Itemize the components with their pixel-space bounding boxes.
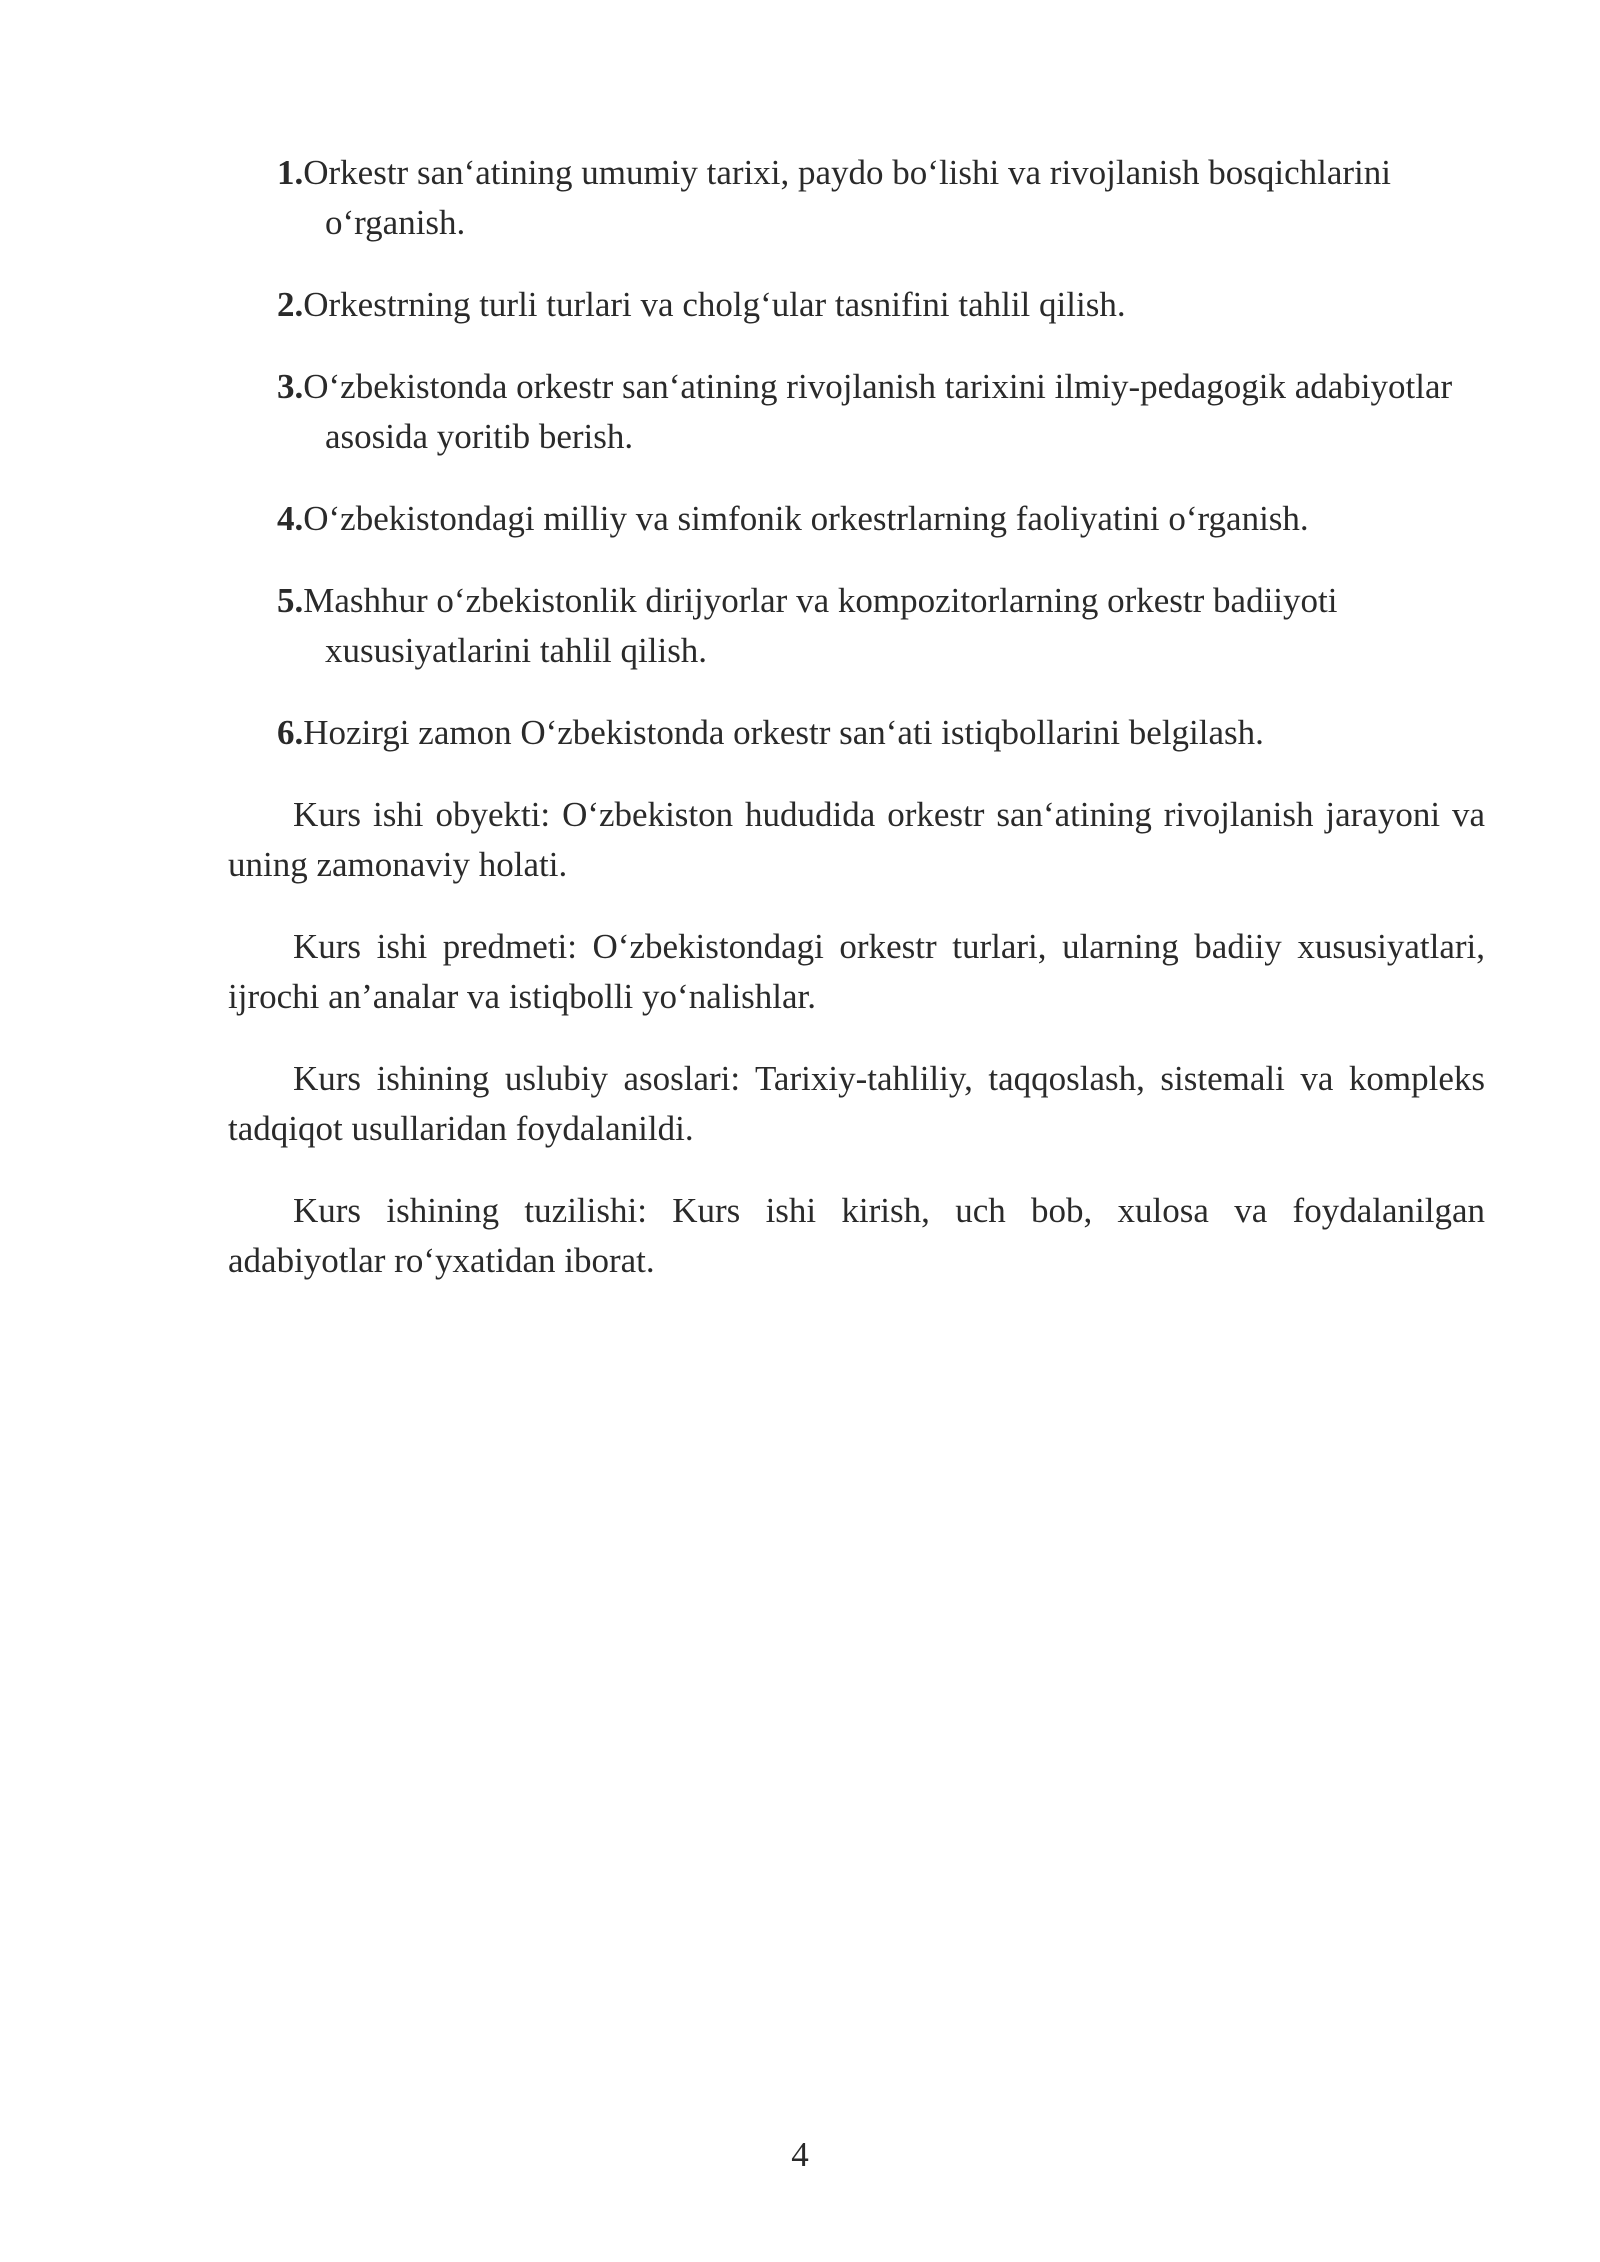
task-number: 2. — [277, 285, 304, 324]
task-item-4 — [228, 494, 1485, 544]
page-content — [228, 148, 1485, 1318]
paragraph-methods: Kurs ishining uslubiy asoslari: Tarixiy-tahliliy, taqqoslash, sistemali va kompleks tadqiqot usullaridan foydalanildi. — [228, 1059, 1485, 1148]
task-text: Mashhur o‘zbekistonlik dirijyorlar va kompozitorlarning orkestr badiiyoti xususiyatlarini tahlil qilish. — [303, 581, 1338, 670]
task-text: Hozirgi zamon O‘zbekistonda orkestr san‘ati istiqbollarini belgilash. — [303, 713, 1264, 752]
task-item-5 — [228, 576, 1485, 676]
task-text: O‘zbekistondagi milliy va simfonik orkestrlarning faoliyatini o‘rganish. — [303, 499, 1309, 538]
task-text: O‘zbekistonda orkestr san‘atining rivojlanish tarixini ilmiy-pedagogik adabiyotlar asosida yoritib berish. — [303, 367, 1453, 456]
task-item-1 — [228, 148, 1485, 248]
task-item-6 — [228, 708, 1485, 758]
task-item-3 — [228, 362, 1485, 462]
task-number: 4. — [277, 499, 304, 538]
paragraph-subject: Kurs ishi predmeti: O‘zbekistondagi orkestr turlari, ularning badiiy xususiyatlari, ijrochi an’analar va istiqbolli yo‘nalishlar. — [228, 927, 1485, 1016]
task-text: Orkestrning turli turlari va cholg‘ular tasnifini tahlil qilish. — [303, 285, 1126, 324]
task-number: 3. — [277, 367, 304, 406]
paragraph-structure: Kurs ishining tuzilishi: Kurs ishi kirish, uch bob, xulosa va foydalanilgan adabiyotlar ro‘yxatidan iborat. — [228, 1191, 1485, 1280]
task-number: 5. — [277, 581, 304, 620]
paragraph-object: Kurs ishi obyekti: O‘zbekiston hududida orkestr san‘atining rivojlanish jarayoni va uning zamonaviy holati. — [228, 795, 1485, 884]
task-number: 6. — [277, 713, 304, 752]
task-item-2 — [228, 280, 1485, 330]
task-number: 1. — [277, 153, 304, 192]
task-text: Orkestr san‘atining umumiy tarixi, paydo bo‘lishi va rivojlanish bosqichlarini o‘rganish. — [303, 153, 1391, 242]
page-number: 4 — [791, 2135, 809, 2174]
